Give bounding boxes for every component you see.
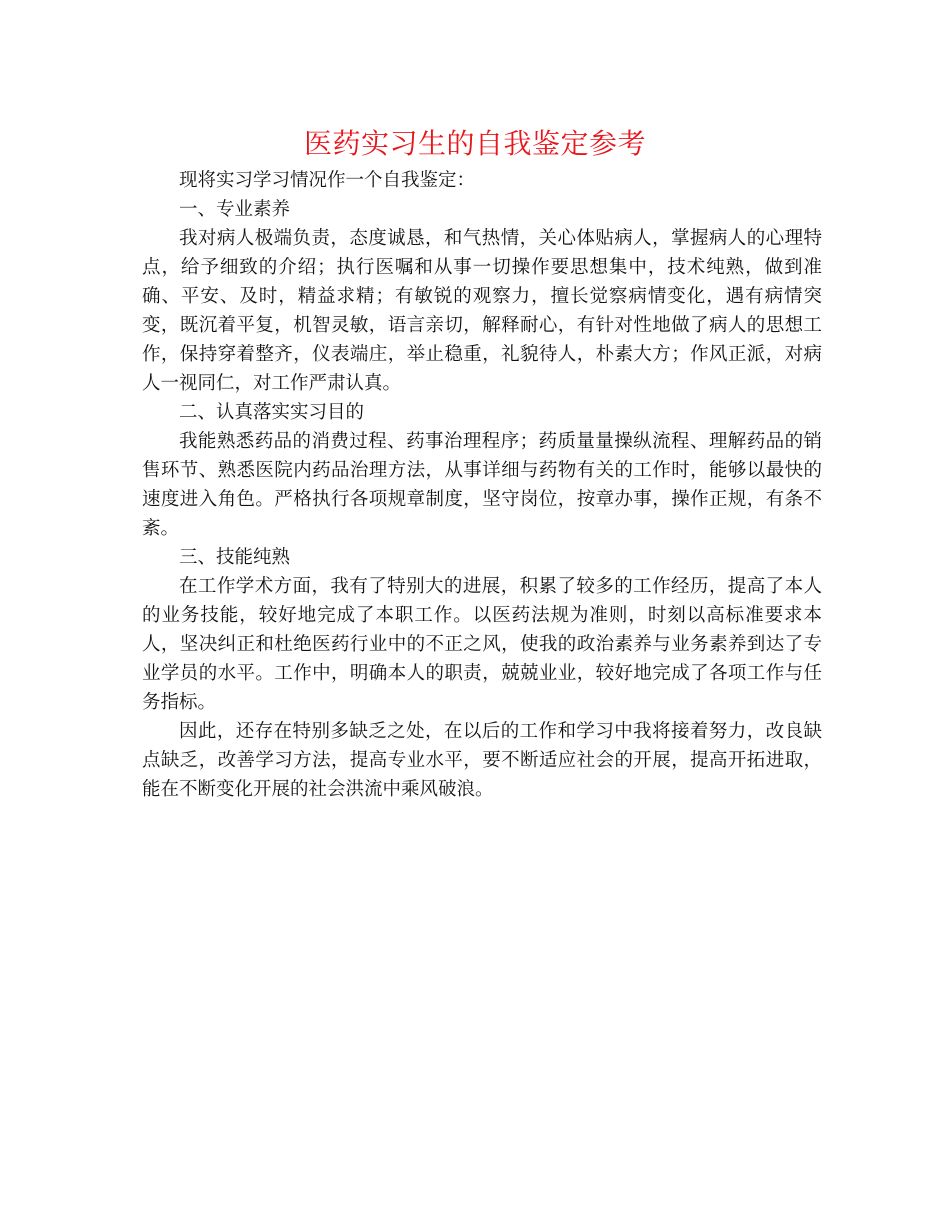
intro-paragraph: 现将实习学习情况作一个自我鉴定： (179, 170, 476, 191)
document-title: 医药实习生的自我鉴定参考 (303, 127, 646, 160)
paragraph-skills: 在工作学术方面，我有了特别大的进展，积累了较多的工作经历，提高了本人的业务技能，较好地完成了本职工作。以医药法规为准则，时刻以高标准要求本人，坚决纠正和杜绝医药行业中的不正之风，使我的政治素养与业务素养到达了专业学员的水平。工作中，明确本人的职责，兢兢业业，较好地完成了各项工作与任务指标。 (142, 576, 822, 713)
paragraph-professional-quality: 我对病人极端负责，态度诚恳，和气热情，关心体贴病人，掌握病人的心理特点，给予细致的介绍；执行医嘱和从事一切操作要思想集中，技术纯熟，做到准确、平安、及时，精益求精；有敏锐的观察力，擅长觉察病情变化，遇有病情突变，既沉着平复，机智灵敏，语言亲切，解释耐心，有针对性地做了病人的思想工作，保持穿着整齐，仪表端庄，举止稳重，礼貌待人，朴素大方；作风正派，对病人一视同仁，对工作严肃认真。 (142, 228, 822, 394)
section-heading-professional-quality: 一、专业素养 (179, 199, 291, 220)
section-heading-skills: 三、技能纯熟 (179, 547, 291, 568)
document-body (142, 166, 822, 804)
closing-paragraph: 因此，还存在特别多缺乏之处，在以后的工作和学习中我将接着努力，改良缺点缺乏，改善学习方法，提高专业水平，要不断适应社会的开展，提高开拓进取，能在不断变化开展的社会洪流中乘风破浪。 (142, 721, 822, 800)
section-heading-internship-goals: 二、认真落实实习目的 (179, 402, 365, 423)
paragraph-internship-goals: 我能熟悉药品的消费过程、药事治理程序；药质量量操纵流程、理解药品的销售环节、熟悉医院内药品治理方法，从事详细与药物有关的工作时，能够以最快的速度进入角色。严格执行各项规章制度，坚守岗位，按章办事，操作正规，有条不紊。 (142, 431, 822, 539)
